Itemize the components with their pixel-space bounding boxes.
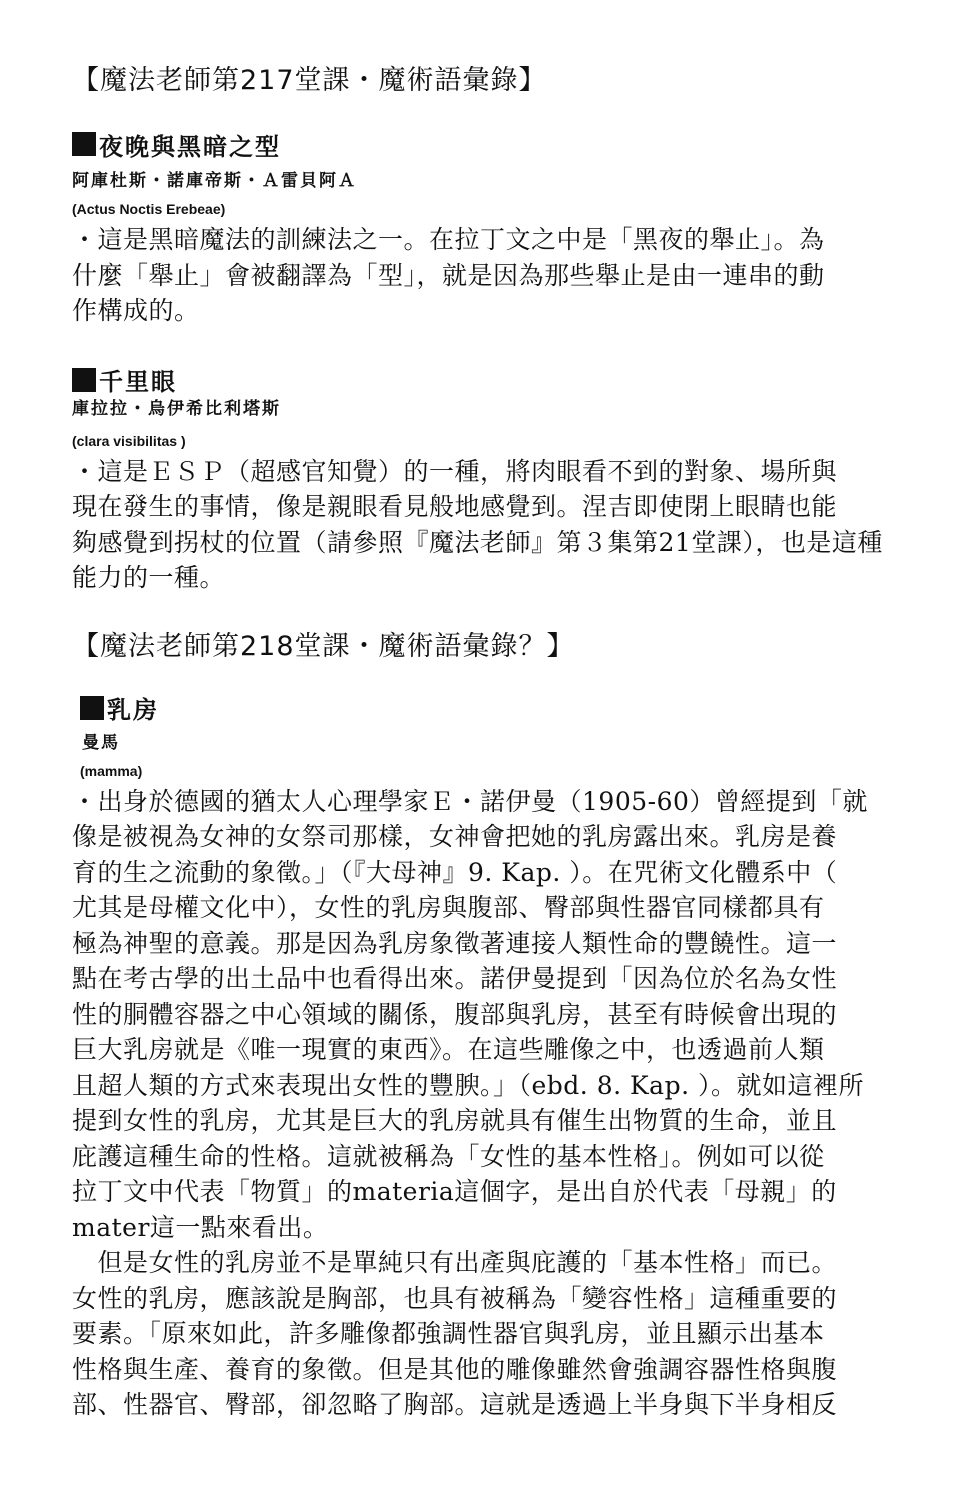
body-line: 極為神聖的意義。那是因為乳房象徵著連接人類性命的豐饒性。這一 bbox=[72, 928, 838, 958]
body-line: 尤其是母權文化中），女性的乳房與腹部、臀部與性器官同樣都具有 bbox=[72, 893, 825, 922]
body-line: 夠感覺到拐杖的位置（請參照『魔法老師』第３集第21堂課），也是這種 bbox=[72, 527, 883, 557]
entry-term-label: 乳房 bbox=[107, 695, 159, 724]
document-page bbox=[72, 58, 908, 1423]
body-line: 提到女性的乳房，尤其是巨大的乳房就具有催生出物質的生命，並且 bbox=[72, 1106, 838, 1135]
entry-reading: 庫拉拉・烏伊希比利塔斯 bbox=[72, 398, 281, 419]
entry-term-label: 千里眼 bbox=[99, 367, 177, 396]
entry-reading: 曼馬 bbox=[82, 732, 120, 753]
body-line: 性格與生產、養育的象徵。但是其他的雕像雖然會強調容器性格與腹 bbox=[72, 1354, 838, 1384]
body-line: 且超人類的方式來表現出女性的豐腴。」（ebd. 8. Kap. ）。就如這裡所 bbox=[72, 1070, 864, 1100]
body-line: 部、性器官、臀部，卻忽略了胸部。這就是透過上半身與下半身相反 bbox=[72, 1390, 838, 1419]
body-line: 巨大乳房就是《唯一現實的東西》。在這些雕像之中，也透過前人類 bbox=[72, 1035, 825, 1064]
entry-term-label: 夜晚與黑暗之型 bbox=[99, 131, 281, 161]
body-line: 什麼「舉止」會被翻譯為「型」，就是因為那些舉止是由一連串的動 bbox=[72, 260, 825, 290]
chapter-heading-218: 【魔法老師第218堂課・魔術語彙錄？】 bbox=[72, 630, 575, 662]
entry-latin: (clara visibilitas ) bbox=[72, 432, 186, 449]
entry-latin: (mamma) bbox=[80, 762, 143, 779]
entry-reading: 阿庫杜斯・諾庫帝斯・Ａ雷貝阿Ａ bbox=[72, 171, 357, 191]
body-line: 能力的一種。 bbox=[72, 563, 226, 592]
body-line: 但是女性的乳房並不是單純只有出產與庇護的「基本性格」而已。 bbox=[72, 1248, 838, 1277]
body-line: ・這是ＥＳＰ（超感官知覺）的一種，將肉眼看不到的對象、場所與 bbox=[72, 456, 838, 486]
body-line: 點在考古學的出土品中也看得出來。諾伊曼提到「因為位於名為女性 bbox=[72, 964, 838, 993]
glossary-entry-clairvoyance bbox=[72, 360, 908, 596]
glossary-entry-breast bbox=[80, 688, 908, 784]
body-line: 拉丁文中代表「物質」的materia這個字，是出自於代表「母親」的 bbox=[72, 1177, 837, 1206]
entry-term bbox=[72, 124, 908, 164]
black-square-bullet-icon bbox=[72, 132, 96, 156]
entry-body bbox=[72, 784, 908, 1423]
entry-latin: (Actus Noctis Erebeae) bbox=[72, 201, 226, 217]
body-line: 像是被視為女神的女祭司那樣，女神會把她的乳房露出來。乳房是養 bbox=[72, 822, 838, 851]
glossary-entry-night-darkness bbox=[72, 124, 908, 329]
black-square-bullet-icon bbox=[72, 368, 96, 392]
body-line: 性的胴體容器之中心領域的關係，腹部與乳房，甚至有時候會出現的 bbox=[72, 999, 838, 1029]
body-line: 作構成的。 bbox=[72, 296, 200, 325]
body-line: 現在發生的事情，像是親眼看見般地感覺到。涅吉即使閉上眼睛也能 bbox=[72, 492, 838, 521]
body-line: 要素。「原來如此，許多雕像都強調性器官與乳房，並且顯示出基本 bbox=[72, 1319, 825, 1348]
body-line: 女性的乳房，應該說是胸部，也具有被稱為「變容性格」這種重要的 bbox=[72, 1283, 838, 1313]
body-line: 庇護這種生命的性格。這就被稱為「女性的基本性格」。例如可以從 bbox=[72, 1141, 825, 1171]
body-line: ・出身於德國的猶太人心理學家Ｅ・諾伊曼（1905-60）曾經提到「就 bbox=[72, 786, 868, 816]
body-line: ・這是黑暗魔法的訓練法之一。在拉丁文之中是「黑夜的舉止」。為 bbox=[72, 225, 825, 254]
entry-term bbox=[80, 688, 908, 728]
body-line: 育的生之流動的象徵。」（『大母神』9. Kap. ）。在咒術文化體系中（ bbox=[72, 857, 838, 887]
chapter-heading-217: 【魔法老師第217堂課・魔術語彙錄】 bbox=[72, 65, 547, 96]
body-line: mater這一點來看出。 bbox=[72, 1212, 329, 1242]
black-square-bullet-icon bbox=[80, 696, 104, 720]
